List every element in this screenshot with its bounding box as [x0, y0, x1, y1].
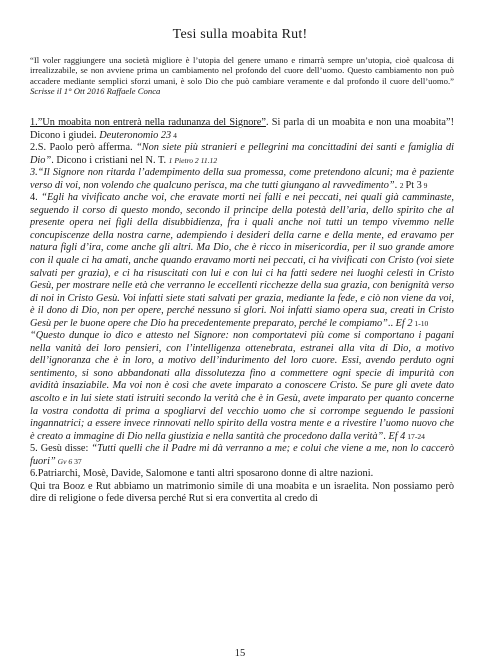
point-1-ref-verse: 4	[171, 130, 177, 140]
point-4-number: 4.	[30, 192, 42, 204]
point-4-ref: Ef 2	[395, 317, 413, 329]
point-2	[30, 142, 454, 167]
point-1-ref: Deuteronomio 23	[99, 129, 172, 141]
point-2-intro: 2.S. Paolo però afferma.	[30, 142, 137, 154]
point-6: 6.Patriarchi, Mosè, Davide, Salomone e tanti altri sposarono donne di altre nazioni.	[30, 468, 374, 480]
intro-signature: Scrisse il 1° Ott 2016 Raffaele Conca	[30, 86, 161, 97]
point-2-quote: “Non siete più stranieri e pellegrini ma concittadini dei santi e famiglia di Dio”	[30, 142, 454, 166]
point-3-ref-book-num: 2	[399, 180, 406, 190]
point-4b-ref: Ef 4	[388, 430, 406, 442]
point-3-quote: 3.“Il Signore non ritarda l’adempimento della sua promessa, come pretendono alcuni; ma è paziente verso di voi, non volendo che qualcuno perisca, ma che tutti giungano al ravvedimento”	[30, 167, 454, 191]
intro-text: “Il voler raggiungere una società migliore è l’utopia del genere umano e rimarrà sempre un’utopia, cioè qualcosa di irrealizzabile, se non avviene prima un cambiamento nel profondo del cuore dell’uomo. Questo cambiamento non può accadere mediante semplici sforzi umani, è solo Dio che può cambiare veramente e dal profondo il cuore dell’uomo.”	[30, 55, 454, 86]
point-1-quote: 1.”Un moabita non entrerà nella radunanza del Signore”	[30, 117, 266, 128]
point-2-ref: 1 Pietro 2 11.12	[168, 155, 218, 165]
body-text	[30, 117, 454, 506]
point-4b-quote: “Questo dunque io dico e attesto nel Signore: non comportatevi più come si comportano i pagani nella vanità dei loro pensieri, con l’intelligenza ottenebrata, estranei alla vita di Dio, a motivo dell’ignoranza che è in loro, a motivo dell’indurimento del loro cuore. Essi, avendo perduto ogni sentimento, si sono abbandonati alla dissolutezza fino a commettere ogni specie di impurità con avidità insaziabile. Ma voi non è così che avete imparato a conoscere Cristo. Se pure gli avete dato ascolto e in lui siete stati istruiti secondo la verità che è in Gesù, avete imparato per quanto concerne la vostra condotta di prima a spogliarvi del vecchio uomo che si corrompe seguendo le passioni ingannatrici; a essere invece rinnovati nello spirito della vostra mente e a rivestire l’uomo nuovo che è creato a immagine di Dio nella giustizia e nella santità che procedono dalla verità”	[30, 330, 454, 442]
point-3-ref-verse: 9	[421, 180, 428, 190]
point-1-text: . Si parla di un moabita e non una moabita”! Dicono i giudei.	[30, 117, 454, 141]
intro-quote	[30, 55, 454, 97]
point-4-text: ..	[387, 317, 396, 329]
point-5-ref: Gv 6	[55, 456, 73, 466]
point-5-quote: “Tutti quelli che il Padre mi dà verranno a me; e colui che viene a me, non lo caccerò fuori”	[30, 443, 455, 467]
paragraph-7: Qui tra Booz e Rut abbiamo un matrimonio simile di una moabita e un israelita. Non possiamo però dire di religione o fede diversa perché Rut si era convertita al credo di	[30, 480, 454, 505]
page-number: 15	[234, 648, 246, 659]
point-5	[30, 443, 454, 468]
point-2-text: . Dicono i cristiani nel N. T.	[51, 154, 169, 166]
point-5-intro: 5. Gesù disse:	[30, 443, 92, 455]
point-4b-ref-verse: 17-24	[405, 431, 425, 441]
point-3	[30, 167, 454, 192]
point-4b-text: .	[383, 430, 389, 442]
point-4	[30, 192, 454, 330]
point-4b	[30, 330, 454, 443]
point-3-text: .	[394, 179, 400, 191]
point-4-ref-verse: 1-10	[412, 318, 429, 328]
point-4-quote: “Egli ha vivificato anche voi, che eravate morti nei falli e nei peccati, nei quali già camminaste, seguendo il corso di questo mondo, secondo il principe della potestà dell’aria, dello spirito che al presente opera nei figli della disubbidienza, fra i quali anche noi tutti un tempo vivemmo nelle concupiscenze della nostra carne, adempiendo i desideri della carne e della mente, ed eravamo per natura figli d’ira, come anche gli altri. Ma Dio, che è ricco in misericordia, per il suo grande amore con il quale ci ha amati, anche quando eravamo morti nei peccati, ci ha vivificati con Cristo (voi siete salvati per grazia), e ci ha risuscitati con lui e con lui ci ha fatti sedere nei luoghi celesti in Cristo Gesù, per mostrare nelle età che verranno le eccellenti ricchezze della sua grazia, con benignità verso di noi in Cristo Gesù. Voi infatti siete stati salvati per grazia, mediante la fede, e ciò non viene da voi, è il dono di Dio, non per opere, perché nessuno si glori. Noi infatti siamo opera sua, creati in Cristo Gesù per le buone opere che Dio ha precedentemente preparato, perché le compiamo”	[30, 192, 454, 329]
page-title: Tesi sulla moabita Rut!	[172, 27, 308, 42]
point-1	[30, 117, 454, 142]
point-5-ref-verse: 37	[72, 456, 82, 466]
point-3-ref: Pt 3	[405, 179, 422, 191]
